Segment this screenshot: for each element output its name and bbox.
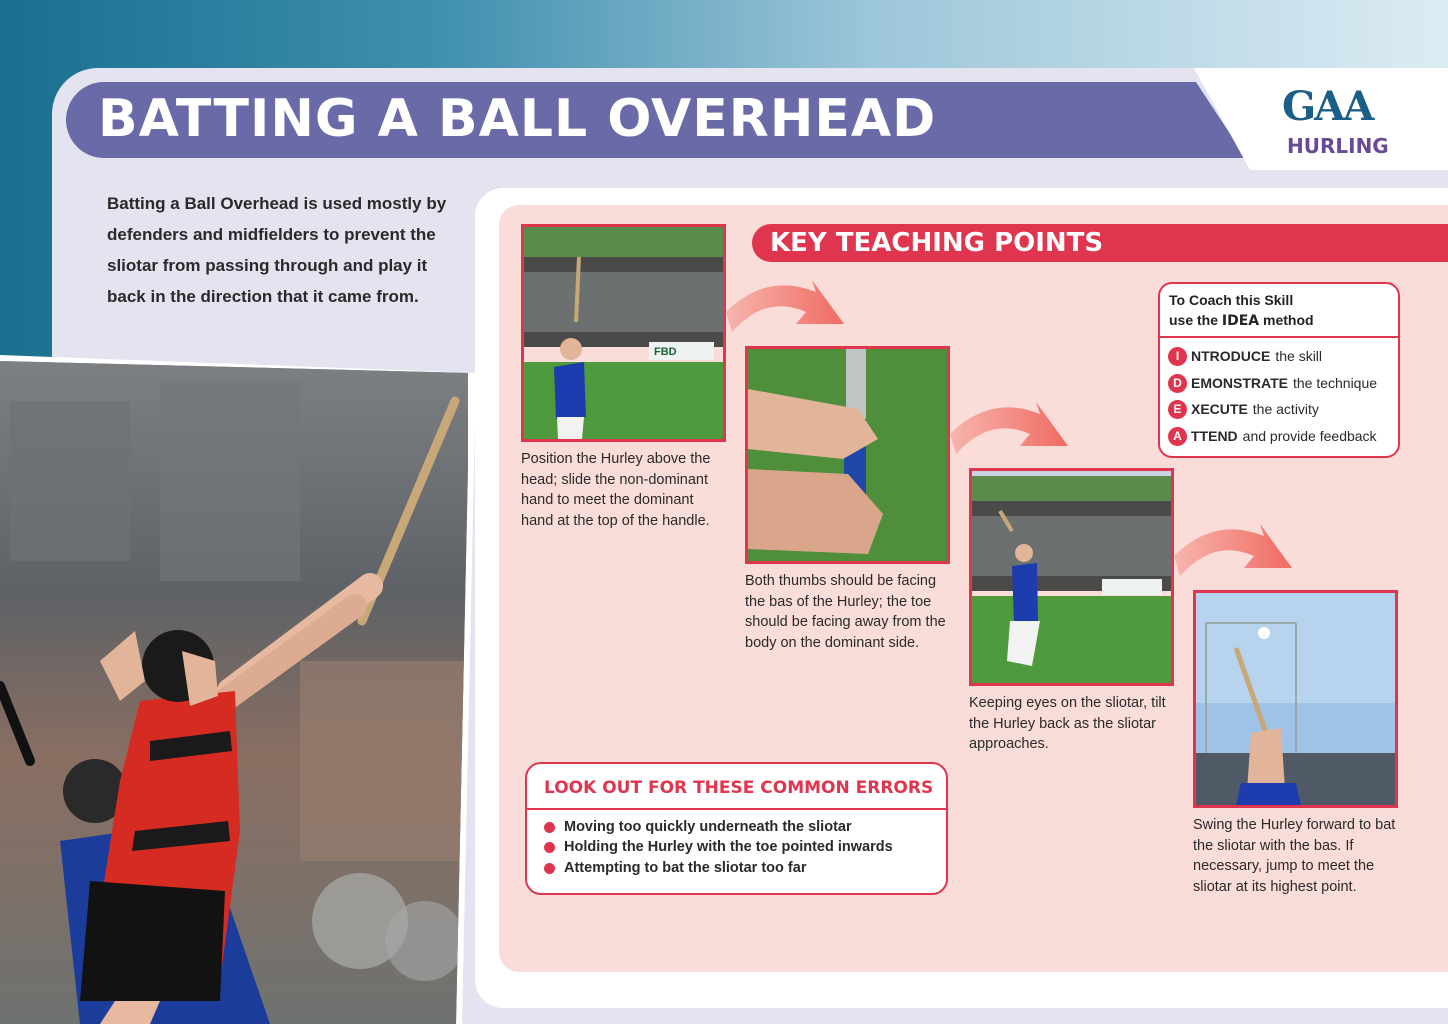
key-teaching-points-heading: KEY TEACHING POINTS bbox=[770, 228, 1104, 258]
idea-description: the technique bbox=[1292, 375, 1378, 391]
step-3-caption: Keeping eyes on the sliotar, tilt the Hurley back as the sliotar approaches. bbox=[969, 695, 1166, 753]
step-2-photo bbox=[745, 346, 950, 564]
idea-heading-post: method bbox=[1259, 312, 1314, 328]
common-errors-heading: LOOK OUT FOR THESE COMMON ERRORS bbox=[544, 778, 934, 798]
hurling-logo-text: HURLING bbox=[1287, 134, 1389, 158]
idea-letter-badge: I bbox=[1168, 347, 1187, 366]
idea-heading bbox=[1169, 290, 1389, 331]
idea-description: the activity bbox=[1252, 401, 1319, 417]
idea-item bbox=[1168, 399, 1319, 419]
error-item bbox=[544, 837, 893, 857]
arrow-icon bbox=[726, 272, 848, 342]
step-3-photo bbox=[969, 468, 1174, 686]
main-action-photo bbox=[0, 361, 468, 1024]
idea-description: the skill bbox=[1275, 348, 1323, 364]
idea-heading-pre: use the bbox=[1169, 312, 1222, 328]
idea-heading-bold: IDEA bbox=[1221, 313, 1260, 329]
idea-letter-badge: E bbox=[1168, 400, 1187, 419]
idea-item bbox=[1168, 373, 1377, 393]
error-item bbox=[544, 817, 852, 837]
main-photo-frame bbox=[0, 355, 500, 1024]
bullet-icon bbox=[544, 842, 555, 853]
idea-keyword: EMONSTRATE bbox=[1191, 375, 1288, 391]
error-item bbox=[544, 858, 806, 878]
error-text: Moving too quickly underneath the sliotar bbox=[564, 819, 852, 835]
idea-heading-line2 bbox=[1169, 310, 1389, 331]
arrow-icon bbox=[1174, 516, 1296, 586]
idea-item bbox=[1168, 426, 1377, 446]
page-title: BATTING A BALL OVERHEAD bbox=[98, 89, 937, 149]
idea-keyword: NTRODUCE bbox=[1191, 348, 1271, 364]
idea-item bbox=[1168, 346, 1322, 366]
arrow-icon bbox=[950, 394, 1072, 464]
error-text: Holding the Hurley with the toe pointed inwards bbox=[564, 839, 893, 855]
step-1-caption: Position the Hurley above the head; slide the non-dominant hand to meet the dominant hand at the top of the handle. bbox=[521, 451, 711, 529]
idea-letter-badge: A bbox=[1168, 427, 1187, 446]
step-4-caption: Swing the Hurley forward to bat the sliotar with the bas. If necessary, jump to meet the sliotar at its highest point. bbox=[1193, 817, 1396, 895]
errors-divider bbox=[526, 808, 947, 810]
step-4-photo bbox=[1193, 590, 1398, 808]
idea-letter-badge: D bbox=[1168, 374, 1187, 393]
idea-divider bbox=[1159, 336, 1399, 338]
intro-text: Batting a Ball Overhead is used mostly by defenders and midfielders to prevent the sliotar from passing through and play it back in the direction that it came from. bbox=[107, 194, 447, 306]
error-text: Attempting to bat the sliotar too far bbox=[564, 860, 807, 876]
idea-heading-line1: To Coach this Skill bbox=[1169, 292, 1294, 308]
idea-keyword: TTEND bbox=[1191, 428, 1238, 444]
ad-board-text: FBD bbox=[654, 346, 677, 358]
bullet-icon bbox=[544, 863, 555, 874]
step-2-caption: Both thumbs should be facing the bas of the Hurley; the toe should be facing away from the body on the dominant side. bbox=[745, 573, 946, 651]
step-1-photo bbox=[521, 224, 726, 442]
gaa-logo: GAA bbox=[1282, 83, 1373, 130]
idea-keyword: XECUTE bbox=[1191, 401, 1248, 417]
bullet-icon bbox=[544, 822, 555, 833]
idea-description: and provide feedback bbox=[1242, 428, 1377, 444]
